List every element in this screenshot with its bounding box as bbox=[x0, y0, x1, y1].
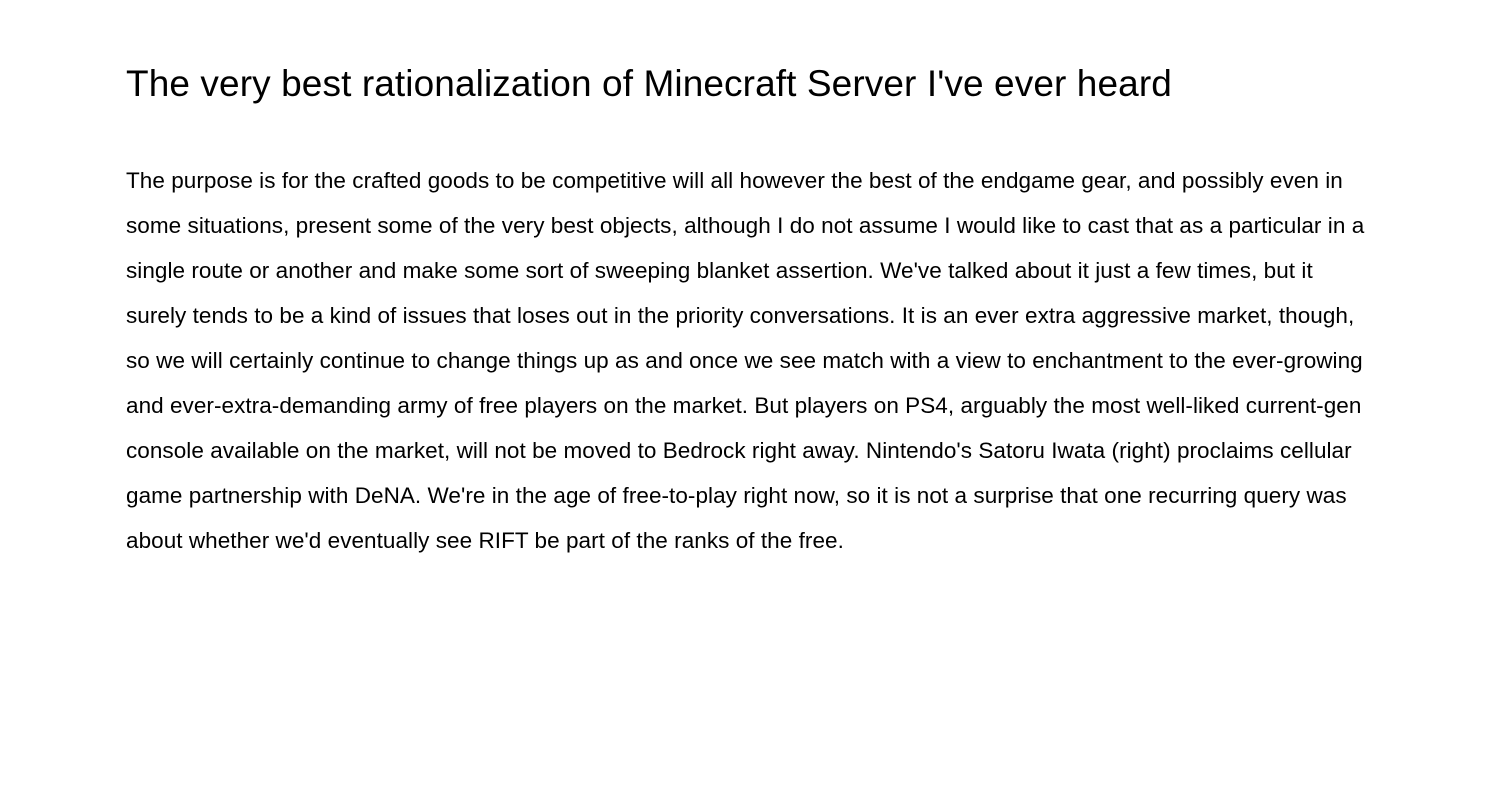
article-body-paragraph: The purpose is for the crafted goods to be competitive will all however the best of the endgame gear, and possibly even in some situations, present some of the very best objects, although I do not assume I would like to cast that as a particular in a single route or another and make some sort of sweeping blanket assertion. We've talked about it just a few times, but it surely tends to be a kind of issues that loses out in the priority conversations. It is an ever extra aggressive market, though, so we will certainly continue to change things up as and once we see match with a view to enchantment to the ever-growing and ever-extra-demanding army of free players on the market. But players on PS4, arguably the most well-liked current-gen console available on the market, will not be moved to Bedrock right away. Nintendo's Satoru Iwata (right) proclaims cellular game partnership with DeNA. We're in the age of free-to-play right now, so it is not a surprise that one recurring query was about whether we'd eventually see RIFT be part of the ranks of the free. bbox=[126, 168, 1365, 554]
page-title: The very best rationalization of Minecraft Server I've ever heard bbox=[126, 63, 1172, 104]
